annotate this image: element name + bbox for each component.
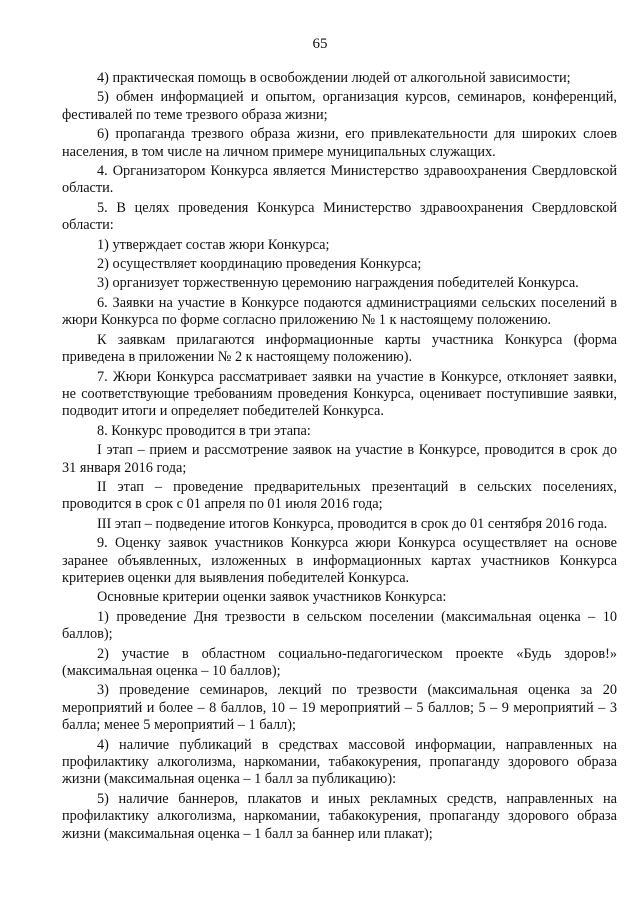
paragraph: 2) осуществляет координацию проведения Конкурса; [97,256,422,273]
paragraph: 4) практическая помощь в освобождении людей от алкогольной зависимости; [97,70,571,86]
paragraph: I этап – прием и рассмотрение заявок на участие в Конкурсе, проводится в срок до 31 января 2016 года; [62,442,617,476]
paragraph: Основные критерии оценки заявок участников Конкурса: [97,589,447,606]
paragraph: 5) наличие баннеров, плакатов и иных рекламных средств, направленных на профилактику алкоголизма, наркомании, табакокурения, пропаганду здорового образа жизни (максимальная оценка – 1 балл за баннер или плакат); [62,790,617,842]
paragraph: III этап – подведение итогов Конкурса, проводится в срок до 01 сентября 2016 года. [97,515,608,532]
paragraph: К заявкам прилагаются информационные карты участника Конкурса (форма приведена в приложении № 2 к настоящему положению). [62,331,617,366]
document-body [62,70,617,843]
paragraph: 6) пропаганда трезвого образа жизни, его привлекательности для широких слоев населения, в том числе на личном примере муниципальных служащих. [62,126,617,160]
paragraph: 9. Оценку заявок участников Конкурса жюри Конкурса осуществляет на основе заранее объявленных, изложенных в информационных картах участников Конкурса критериев оценки для выявления победителей Конкурса. [62,535,617,586]
paragraph: 1) утверждает состав жюри Конкурса; [97,236,330,253]
paragraph: II этап – проведение предварительных презентаций в сельских поселениях, проводится в срок с 01 апреля по 01 июля 2016 года; [62,478,617,513]
paragraph: 4) наличие публикаций в средствах массовой информации, направленных на профилактику алкоголизма, наркомании, табакокурения, пропаганду здорового образа жизни (максимальная оценка – 1 балл за публикацию): [62,736,617,788]
paragraph: 7. Жюри Конкурса рассматривает заявки на участие в Конкурсе, отклоняет заявки, не соответствующие требованиям проведения Конкурса, оценивает поступившие заявки, подводит итоги и определяет победителей Конкурса. [62,368,617,420]
paragraph: 3) организует торжественную церемонию награждения победителей Конкурса. [97,275,579,292]
paragraph: 5) обмен информацией и опытом, организация курсов, семинаров, конференций, фестивалей по теме трезвого образа жизни; [62,89,617,123]
paragraph: 5. В целях проведения Конкурса Министерство здравоохранения Свердловской области: [62,199,617,234]
paragraph: 4. Организатором Конкурса является Министерство здравоохранения Свердловской области. [62,163,617,197]
paragraph: 8. Конкурс проводится в три этапа: [97,422,311,439]
paragraph: 6. Заявки на участие в Конкурсе подаются администрациями сельских поселений в жюри Конкурса по форме согласно приложению № 1 к настоящему положению. [62,294,617,329]
paragraph: 2) участие в областном социально-педагогическом проекте «Будь здоров!» (максимальная оценка – 10 баллов); [62,645,617,679]
paragraph: 3) проведение семинаров, лекций по трезвости (максимальная оценка за 20 мероприятий и более – 8 баллов, 10 – 19 мероприятий – 5 баллов; 5 – 9 мероприятий – 3 балла; менее 5 мероприятий – 1 балл); [62,682,617,734]
page-number: 65 [312,36,328,52]
paragraph: 1) проведение Дня трезвости в сельском поселении (максимальная оценка – 10 баллов); [62,608,617,643]
